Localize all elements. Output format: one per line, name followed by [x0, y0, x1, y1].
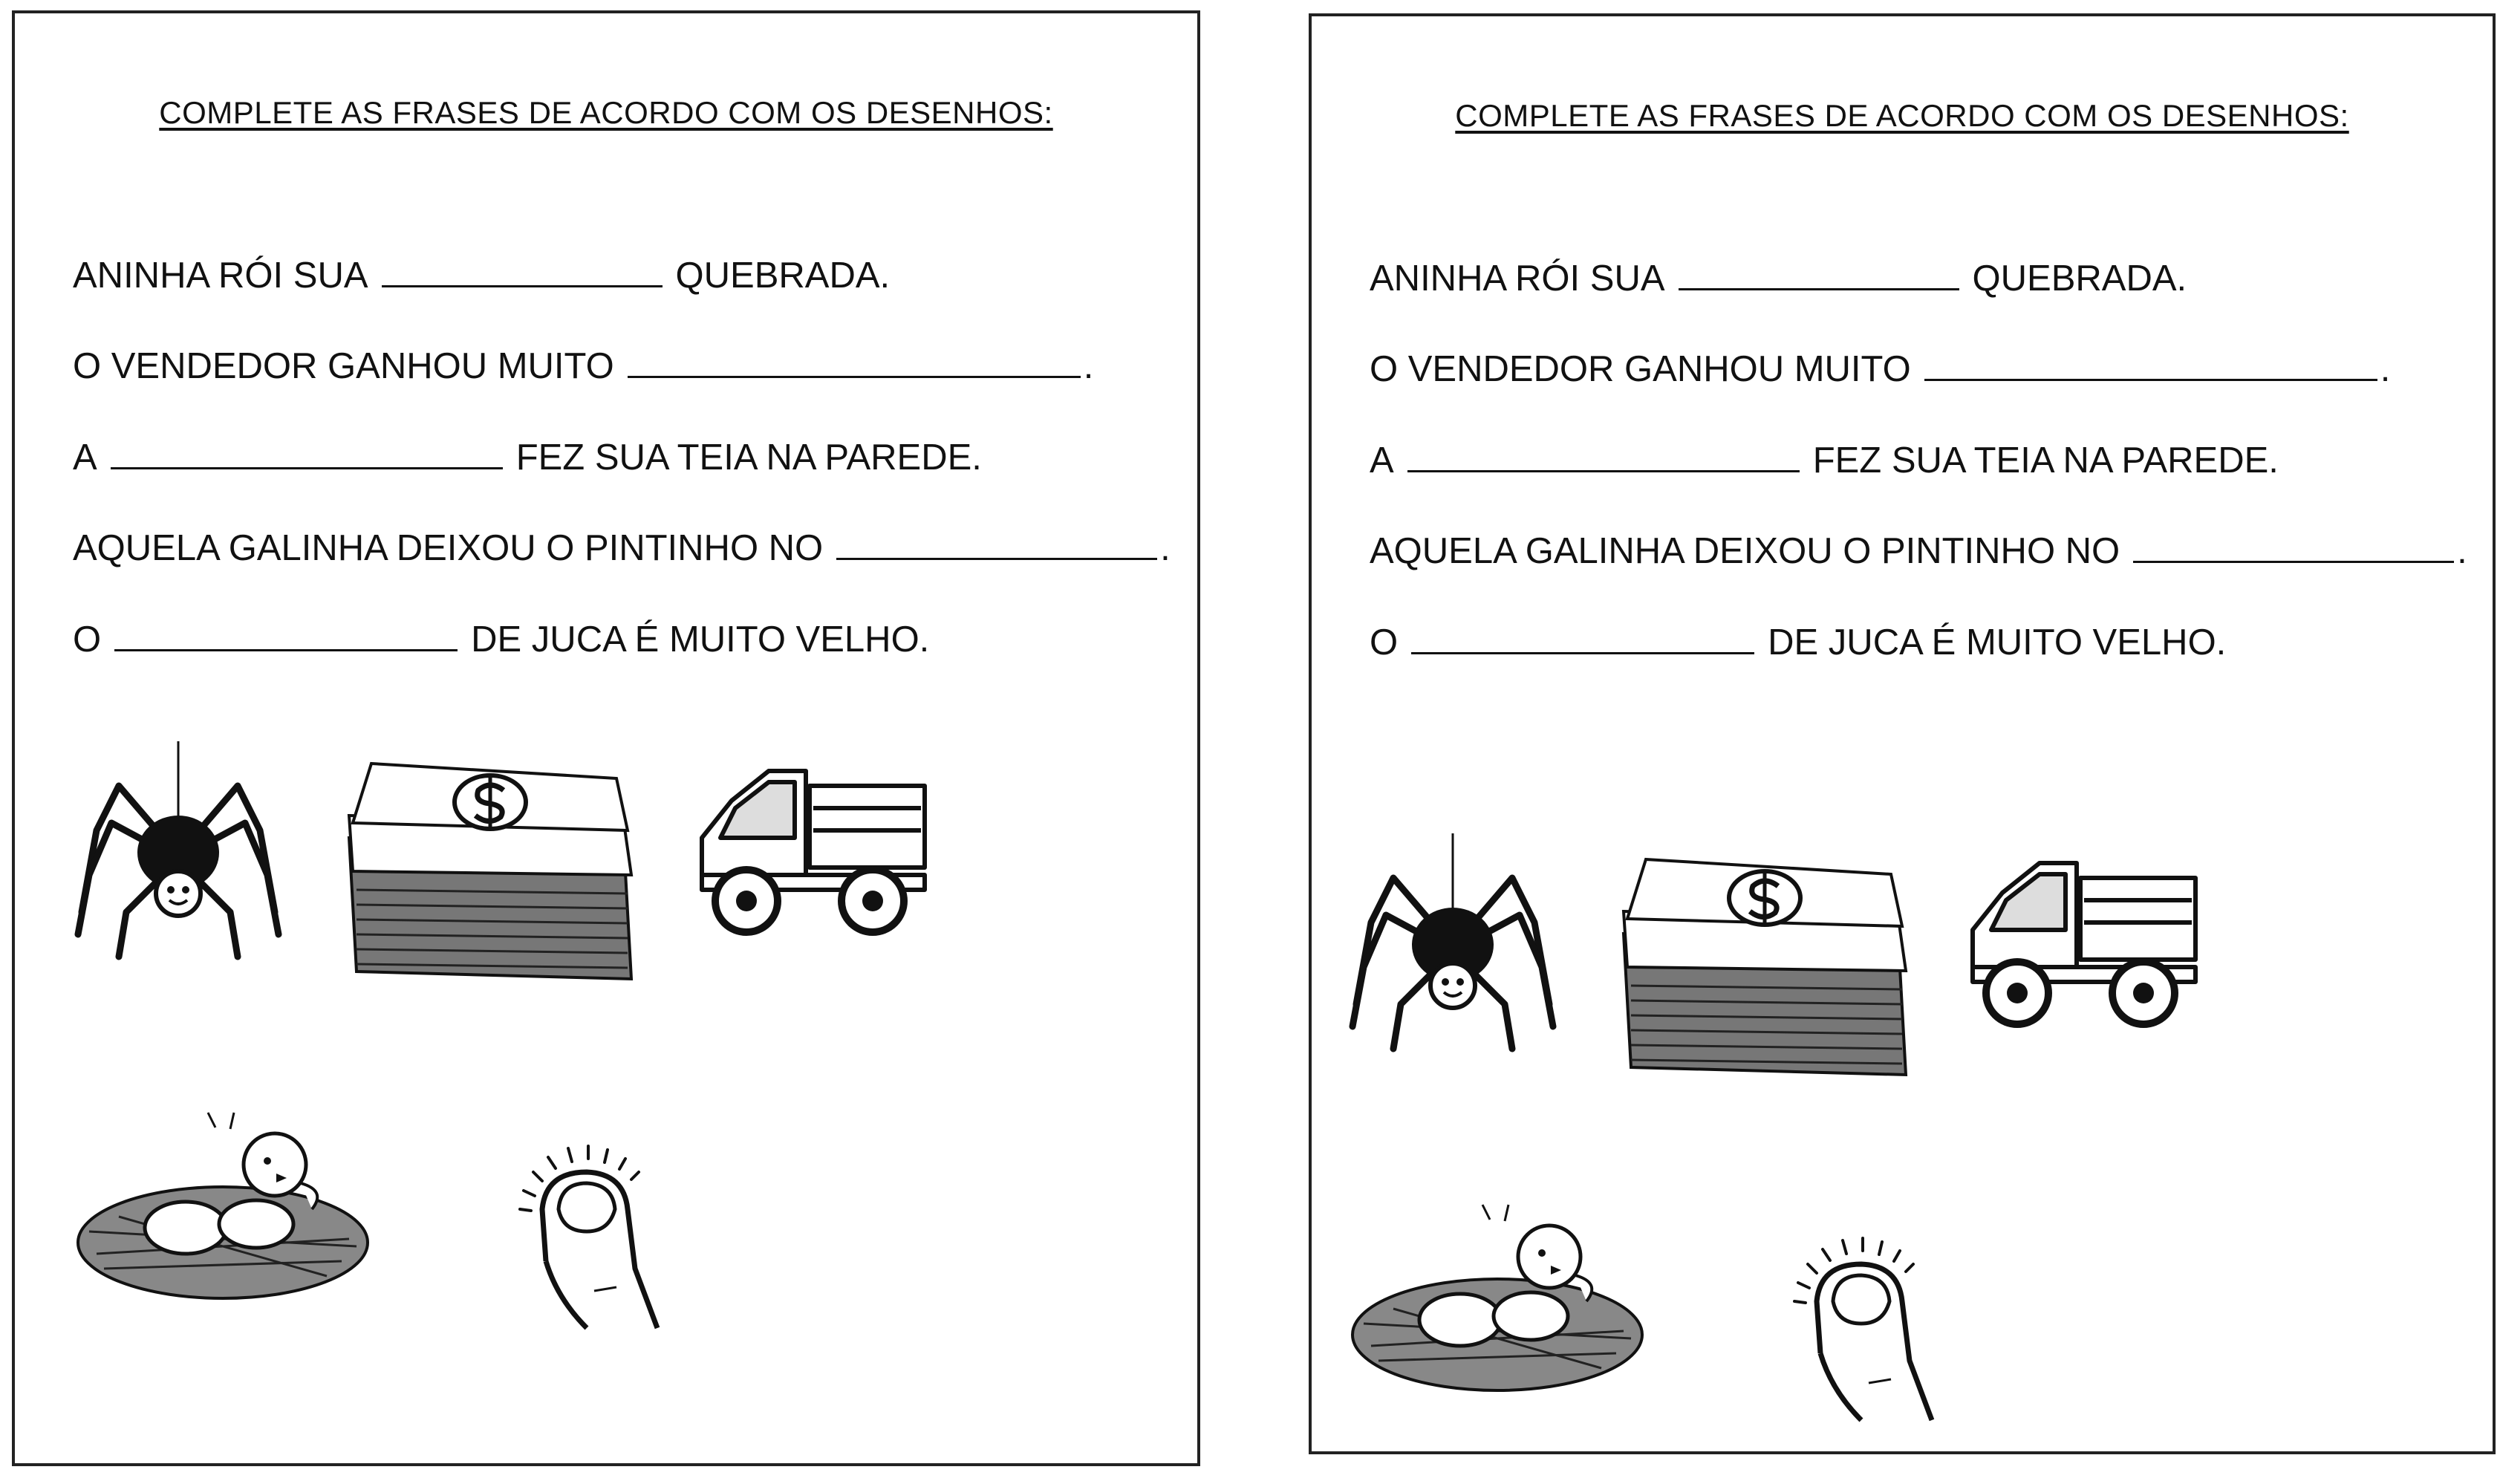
- sentence-text-before: ANINHA RÓI SUA: [73, 256, 368, 296]
- sentence-text-after: .: [1083, 346, 1094, 386]
- answer-blank[interactable]: [1407, 440, 1800, 472]
- sentence-text-after: FEZ SUA TEIA NA PAREDE.: [1812, 440, 2279, 481]
- money-icon: [342, 749, 639, 986]
- sentence-text-after: QUEBRADA.: [1972, 258, 2187, 299]
- sentence-text-before: O VENDEDOR GANHOU MUITO: [73, 346, 614, 386]
- sentence-text-after: .: [2380, 349, 2391, 389]
- sentence-text-before: A: [73, 437, 97, 478]
- worksheet-title: COMPLETE AS FRASES DE ACORDO COM OS DESENHOS:: [159, 95, 1053, 130]
- nest-chick-icon: [1349, 1197, 1646, 1405]
- sentence-text-after: QUEBRADA.: [675, 256, 891, 296]
- worksheet-right: [1309, 13, 2496, 1454]
- sentence-text-after: .: [2457, 531, 2467, 571]
- sentence-1: [1370, 258, 2187, 299]
- answer-blank[interactable]: [2133, 531, 2454, 563]
- truck-icon: [1958, 848, 2203, 1034]
- finger-nail-icon: [512, 1127, 683, 1335]
- sentence-text-before: O: [1370, 622, 1399, 663]
- sentence-text-before: AQUELA GALINHA DEIXOU O PINTINHO NO: [73, 528, 824, 568]
- spider-icon: [67, 704, 290, 1001]
- sentence-text-before: O VENDEDOR GANHOU MUITO: [1370, 349, 1911, 389]
- answer-blank[interactable]: [1411, 622, 1754, 654]
- sentence-4: [73, 527, 1171, 569]
- truck-icon: [687, 756, 932, 942]
- worksheet-left: [12, 10, 1200, 1466]
- sentence-4: [1370, 530, 2467, 572]
- sentence-text-after: DE JUCA É MUITO VELHO.: [1768, 622, 2227, 663]
- sentence-5: [1370, 622, 2226, 663]
- sentence-text-after: DE JUCA É MUITO VELHO.: [471, 619, 930, 660]
- sentence-text-after: .: [1160, 528, 1171, 568]
- answer-blank[interactable]: [114, 619, 458, 651]
- sentence-text-after: FEZ SUA TEIA NA PAREDE.: [515, 437, 982, 478]
- money-icon: [1616, 844, 1913, 1082]
- sentence-1: [73, 255, 890, 296]
- finger-nail-icon: [1787, 1220, 1958, 1428]
- sentence-text-before: A: [1370, 440, 1394, 481]
- sentence-2: [73, 345, 1093, 387]
- spider-icon: [1341, 796, 1564, 1093]
- answer-blank[interactable]: [111, 437, 503, 469]
- answer-blank[interactable]: [1679, 258, 1959, 290]
- answer-blank[interactable]: [628, 346, 1081, 378]
- answer-blank[interactable]: [382, 256, 663, 287]
- answer-blank[interactable]: [836, 528, 1157, 560]
- sentence-text-before: AQUELA GALINHA DEIXOU O PINTINHO NO: [1370, 531, 2120, 571]
- sentence-5: [73, 619, 929, 660]
- sentence-text-before: O: [73, 619, 102, 660]
- answer-blank[interactable]: [1924, 349, 2377, 381]
- sentence-text-before: ANINHA RÓI SUA: [1370, 258, 1665, 299]
- sentence-3: [1370, 440, 2279, 481]
- sentence-3: [73, 437, 982, 478]
- nest-chick-icon: [74, 1105, 371, 1313]
- sentence-2: [1370, 348, 2390, 390]
- worksheet-title: COMPLETE AS FRASES DE ACORDO COM OS DESENHOS:: [1455, 98, 2349, 133]
